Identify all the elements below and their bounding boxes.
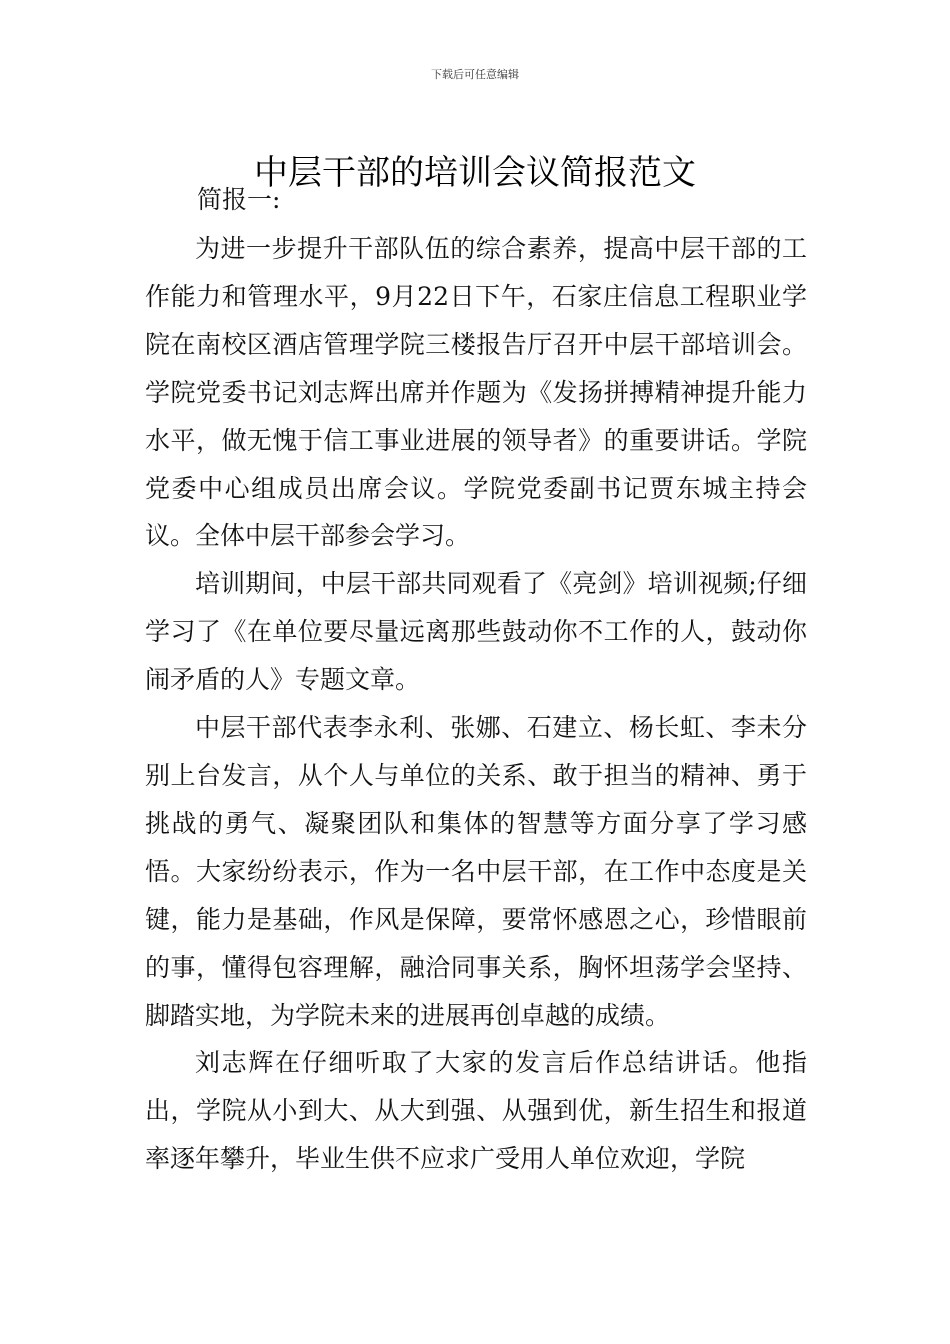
paragraph-1: 为进一步提升干部队伍的综合素养，提高中层干部的工作能力和管理水平，9月22日下午，石家庄信息工程职业学院在南校区酒店管理学院三楼报告厅召开中层干部培训会。学院党委书记刘志辉出席并作题为《发扬拼搏精神提升能力水平，做无愧于信工事业进展的领导者》的重要讲话。学院党委中心组成员出席会议。学院党委副书记贾东城主持会议。全体中层干部参会学习。 — [145, 234, 807, 551]
paragraph-4: 刘志辉在仔细听取了大家的发言后作总结讲话。他指出，学院从小到大、从大到强、从强到优，新生招生和报道率逐年攀升，毕业生供不应求广受用人单位欢迎，学院 — [145, 1048, 807, 1174]
section-subheading: 简报一: — [197, 185, 281, 214]
document-title: 中层干部的培训会议简报范文 — [254, 152, 696, 193]
page-header-note: 下载后可任意编辑 — [431, 68, 519, 81]
document-body — [145, 225, 807, 1183]
paragraph-2: 培训期间，中层干部共同观看了《亮剑》培训视频;仔细学习了《在单位要尽量远离那些鼓动你不工作的人，鼓动你闹矛盾的人》专题文章。 — [145, 569, 807, 695]
paragraph-3: 中层干部代表李永利、张娜、石建立、杨长虹、李未分别上台发言，从个人与单位的关系、敢于担当的精神、勇于挑战的勇气、凝聚团队和集体的智慧等方面分享了学习感悟。大家纷纷表示，作为一名中层干部，在工作中态度是关键，能力是基础，作风是保障，要常怀感恩之心，珍惜眼前的事，懂得包容理解，融洽同事关系，胸怀坦荡学会坚持、脚踏实地，为学院未来的进展再创卓越的成绩。 — [145, 713, 807, 1030]
